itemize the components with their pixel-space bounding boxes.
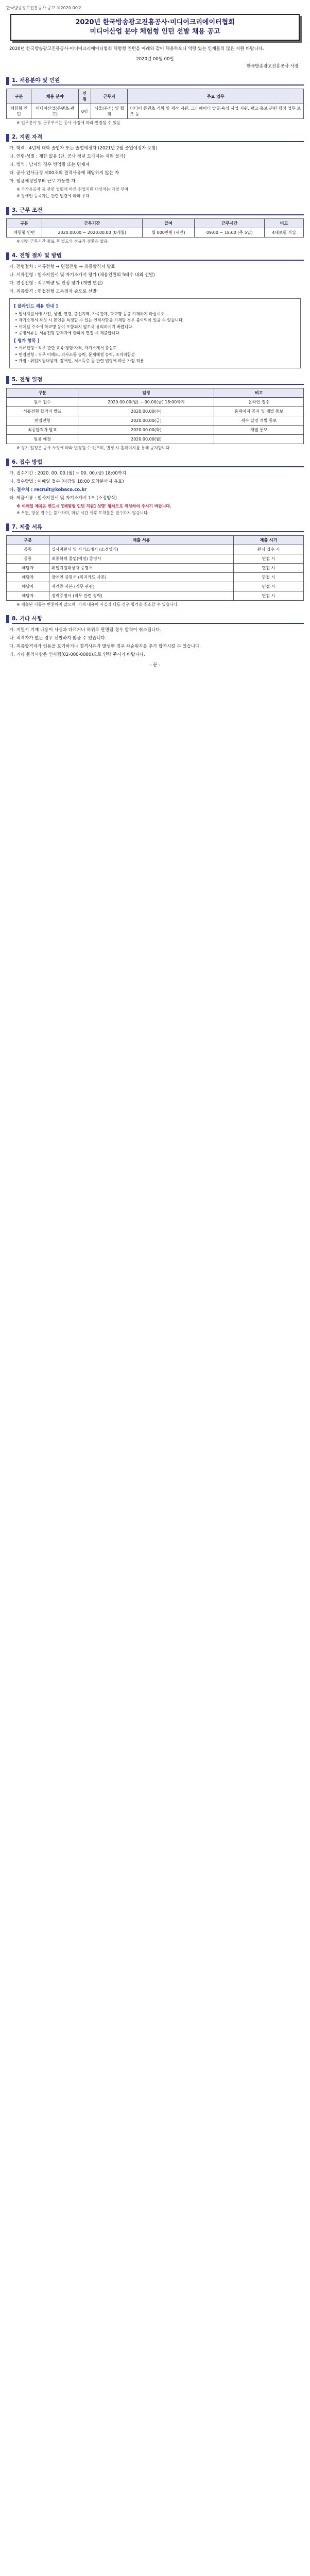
section-3-header xyxy=(6,206,304,215)
cell: 자격증 사본 (직무 관련) xyxy=(49,582,234,591)
list-item: 가. 지원서 기재 내용이 사실과 다르거나 허위로 판명될 경우 합격이 취소됩니다. xyxy=(9,627,162,633)
cell: 개별 통보 xyxy=(214,425,304,434)
th-4: 비고 xyxy=(265,219,304,228)
intro-text: 2020년 한국방송광고진흥공사·미디어크리에이터협회 체험형 인턴을 아래와 같이 채용하오니 역량 있는 인재들의 많은 지원 바랍니다. xyxy=(9,46,264,52)
section-1-title: 1. 채용분야 및 인원 xyxy=(12,76,304,86)
section-5-title: 5. 전형 일정 xyxy=(12,376,304,385)
notice-title-line2: 미디어산업 분야 체험형 인턴 선발 채용 공고 xyxy=(90,28,220,36)
cell: 4대보험 가입 xyxy=(265,228,304,238)
list-item: 나. 접수방법 : 이메일 접수 (마감일 18:00 도착분까지 유효) xyxy=(9,479,124,484)
list-item: 다. 병역 : 남자의 경우 병역필 또는 면제자 xyxy=(9,162,90,167)
conditions-table xyxy=(6,218,304,238)
cell: 2020.00.00(월) ~ 00.00(금) 18:00까지 xyxy=(78,397,214,406)
section-1-note: ※ 업무분야 및 근무부서는 공사 사정에 따라 변경될 수 있음 xyxy=(16,121,121,125)
section-8-header xyxy=(6,615,304,624)
list-item: 다. 최종합격자가 임용을 포기하거나 결격사유가 발생한 경우 차순위자를 추가 합격시킬 수 있습니다. xyxy=(9,643,201,649)
section-3-title: 3. 근무 조건 xyxy=(12,206,304,215)
section-bar-icon xyxy=(6,207,9,215)
th-0: 구분 xyxy=(7,219,42,228)
list-item: 라. 기타 문의사항은 인사팀(02-000-0000)으로 연락 주시기 바랍니다. xyxy=(9,652,145,657)
list-item: 가. 학력 : 4년제 대학 졸업자 또는 졸업예정자 (2021년 2월 졸업예정자 포함) xyxy=(9,146,158,151)
th-0: 구분 xyxy=(7,535,49,545)
list-item: • 입사지원서에 사진, 성별, 연령, 출신지역, 가족관계, 학교명 등을 기재하지 마십시오. xyxy=(15,311,166,316)
schedule-table xyxy=(6,388,304,444)
cell: 경력증명서 (직무 관련 경력) xyxy=(49,591,234,600)
cell: 서울(본사) 및 협회 xyxy=(91,104,128,119)
th-2: 급여 xyxy=(142,219,195,228)
cell: 해당자 xyxy=(7,582,49,591)
cell: 면접 시 xyxy=(233,572,303,582)
cell: 미디어산업(콘텐츠·광고) xyxy=(31,104,78,119)
th-1: 채용 분야 xyxy=(31,89,78,104)
list-item: • 자기소개서 작성 시 본인을 특정할 수 있는 인적사항을 기재할 경우 불이익이 있을 수 있습니다. xyxy=(15,318,184,323)
list-item: 다. 면접전형 : 직무역량 및 인성 평가 (개별 면접) xyxy=(9,281,103,286)
th-1: 제출 서류 xyxy=(49,535,234,545)
section-2-title: 2. 지원 자격 xyxy=(12,133,304,142)
notice-title-box xyxy=(10,14,300,41)
section-bar-icon xyxy=(6,615,9,623)
cell: 최종학력 졸업(예정) 증명서 xyxy=(49,554,234,563)
table-row xyxy=(7,425,304,434)
th-2: 비고 xyxy=(214,388,304,397)
cell: 면접 시 xyxy=(233,582,303,591)
cell: 해당자 xyxy=(7,572,49,582)
cell: 최종합격자 발표 xyxy=(7,425,78,434)
list-item: 라. 공사 인사규정 제00조의 결격사유에 해당하지 않는 자 xyxy=(9,171,119,176)
cell: 면접 시 xyxy=(233,591,303,600)
table-row xyxy=(7,554,304,563)
cell: 공통 xyxy=(7,545,49,554)
recruitment-notice-page xyxy=(6,0,304,668)
section-6-note: ※ 우편, 방문 접수는 불가하며, 마감 시간 이후 도착분은 접수하지 않습니다. xyxy=(16,510,149,515)
th-3: 근무지 xyxy=(91,89,128,104)
cell: 장애인 증명서 (복지카드 사본) xyxy=(49,572,234,582)
list-item: 라. 제출서류 : 입사지원서 및 자기소개서 1부 (소정양식) xyxy=(9,495,117,501)
cell: 체험형 인턴 xyxy=(7,104,31,119)
cell: 2020.00.00(금) xyxy=(78,416,214,425)
blind-hiring-box xyxy=(9,298,301,368)
list-item: • 증빙서류는 서류전형 합격자에 한하여 면접 시 제출합니다. xyxy=(15,331,121,335)
email-subject-warning: ※ 이메일 제목은 반드시 '[체험형 인턴 지원] 성명' 형식으로 작성하여 주시기 바랍니다. xyxy=(16,503,171,509)
table-row xyxy=(7,563,304,572)
cell: 서류전형 합격자 발표 xyxy=(7,406,78,416)
blind-hiring-title: [ 블라인드 채용 안내 ] xyxy=(14,304,58,309)
section-7-header xyxy=(6,523,304,532)
email-link[interactable]: 다. 접수처 : recruit@kobaco.co.kr xyxy=(9,487,87,493)
cell: 온라인 접수 xyxy=(214,397,304,406)
section-bar-icon xyxy=(6,134,9,142)
cell: 원서 접수 시 xyxy=(233,545,303,554)
section-7-title: 7. 제출 서류 xyxy=(12,523,304,532)
cell: 공통 xyxy=(7,554,49,563)
cell: 면접 시 xyxy=(233,563,303,572)
end-mark: - 끝 - xyxy=(150,662,160,668)
table-row xyxy=(7,104,304,119)
cell: 2020.00.00(화) xyxy=(78,425,214,434)
section-bar-icon xyxy=(6,77,9,85)
table-row xyxy=(7,572,304,582)
list-item: • 면접전형 : 직무 이해도, 의사소통 능력, 문제해결 능력, 조직적합성 xyxy=(15,352,135,357)
cell: 월 000만원 (세전) xyxy=(142,228,195,238)
table-row xyxy=(7,545,304,554)
list-item: 나. 서류전형 : 입사지원서 및 자기소개서 평가 (채용인원의 5배수 내외 선발) xyxy=(9,273,155,278)
list-item: • 이메일 주소에 학교명 등이 포함되지 않도록 유의하시기 바랍니다. xyxy=(15,324,134,329)
section-1-header xyxy=(6,76,304,86)
cell: 원서 접수 xyxy=(7,397,78,406)
section-7-note: ※ 제출된 서류는 반환하지 않으며, 기재 내용이 사실과 다를 경우 합격을 취소할 수 있습니다. xyxy=(16,602,179,607)
cell: 2020.00.00(월) xyxy=(78,434,214,444)
evaluation-title: [ 평가 항목 ] xyxy=(14,338,40,344)
cell: 입사지원서 및 자기소개서 (소정양식) xyxy=(49,545,234,554)
th-0: 구분 xyxy=(7,388,78,397)
section-bar-icon xyxy=(6,523,9,531)
cell: 해당자 xyxy=(7,563,49,572)
section-5-note: ※ 상기 일정은 공사 사정에 따라 변경될 수 있으며, 변경 시 홈페이지를 통해 공지합니다. xyxy=(16,445,171,450)
table-row xyxy=(7,591,304,600)
cell: 세부 일정 개별 통보 xyxy=(214,416,304,425)
cell: 09:00 ~ 18:00 (주 5일) xyxy=(195,228,265,238)
documents-table xyxy=(6,535,304,601)
cell: 임용 예정 xyxy=(7,434,78,444)
section-6-title: 6. 접수 방법 xyxy=(12,458,304,467)
list-item: 나. 연령·성별 : 제한 없음 (단, 공사 정년 도래자는 지원 불가) xyxy=(9,154,126,159)
list-item: • 가점 : 취업지원대상자, 장애인, 저소득층 등 관련 법령에 따른 가점 적용 xyxy=(15,359,144,363)
th-4: 주요 업무 xyxy=(128,89,304,104)
list-item: 가. 접수기간 : 2020. 00. 00.(월) ~ 00. 00.(금) 18:00까지 xyxy=(9,470,127,476)
cell xyxy=(214,434,304,444)
th-1: 일정 xyxy=(78,388,214,397)
table-row xyxy=(7,397,304,406)
table-row xyxy=(7,228,304,238)
list-item: 가. 전형절차 : 서류전형 → 면접전형 → 최종합격자 발표 xyxy=(9,264,115,269)
table-header-row xyxy=(7,89,304,104)
cell: 미디어 콘텐츠 기획 및 제작 지원, 크리에이터 발굴·육성 사업 지원, 광고·홍보 관련 행정 업무 보조 등 xyxy=(128,104,304,119)
notice-org: 한국방송광고진흥공사 사장 xyxy=(246,64,299,69)
list-item: 마. 임용예정일부터 근무 가능한 자 xyxy=(9,179,76,184)
positions-table xyxy=(6,89,304,119)
th-1: 근무기간 xyxy=(42,219,142,228)
notice-number: 한국방송광고진흥공사 공고 제2020-00호 xyxy=(6,6,82,10)
list-item: 라. 최종합격 : 면접전형 고득점자 순으로 선발 xyxy=(9,289,97,294)
table-header-row xyxy=(7,219,304,228)
cell: 0명 xyxy=(78,104,91,119)
section-bar-icon xyxy=(6,459,9,466)
cell: 해당자 xyxy=(7,591,49,600)
th-2: 제출 시기 xyxy=(233,535,303,545)
cell: 2020.00.00(수) xyxy=(78,406,214,416)
cell: 2020.00.00 ~ 2020.00.00 (0개월) xyxy=(42,228,142,238)
section-8-title: 8. 기타 사항 xyxy=(12,615,304,624)
th-3: 근무시간 xyxy=(195,219,265,228)
notice-title-line1: 2020년 한국방송광고진흥공사·미디어크리에이터협회 xyxy=(75,19,235,26)
section-2-note: ※ 국가유공자 등 관련 법령에 따른 취업지원 대상자는 가점 부여 xyxy=(16,187,129,192)
cell: 취업지원대상자 증명서 xyxy=(49,563,234,572)
cell: 홈페이지 공지 및 개별 통보 xyxy=(214,406,304,416)
list-item: • 서류전형 : 직무 관련 교육·경험·자격, 자기소개서 충실도 xyxy=(15,346,117,350)
section-5-header xyxy=(6,376,304,385)
table-row xyxy=(7,416,304,425)
section-bar-icon xyxy=(6,376,9,384)
table-row xyxy=(7,582,304,591)
section-4-title: 4. 전형 절차 및 방법 xyxy=(12,251,304,261)
section-3-note: ※ 인턴 근무기간 종료 후 별도의 정규직 전환은 없음 xyxy=(16,239,108,244)
cell: 면접 시 xyxy=(233,554,303,563)
section-4-header xyxy=(6,251,304,261)
table-row xyxy=(7,434,304,444)
table-header-row xyxy=(7,388,304,397)
cell: 면접전형 xyxy=(7,416,78,425)
section-2-header xyxy=(6,133,304,142)
notice-date: 2020년 00월 00일 xyxy=(136,57,174,62)
section-2-note: ※ 장애인 등록자는 관련 법령에 따라 우대 xyxy=(16,194,90,198)
table-row xyxy=(7,406,304,416)
table-header-row xyxy=(7,535,304,545)
th-2: 인원 xyxy=(78,89,91,104)
th-0: 구분 xyxy=(7,89,31,104)
section-6-header xyxy=(6,458,304,467)
cell: 체험형 인턴 xyxy=(7,228,42,238)
list-item: 나. 적격자가 없는 경우 선발하지 않을 수 있습니다. xyxy=(9,635,107,641)
section-bar-icon xyxy=(6,252,9,260)
